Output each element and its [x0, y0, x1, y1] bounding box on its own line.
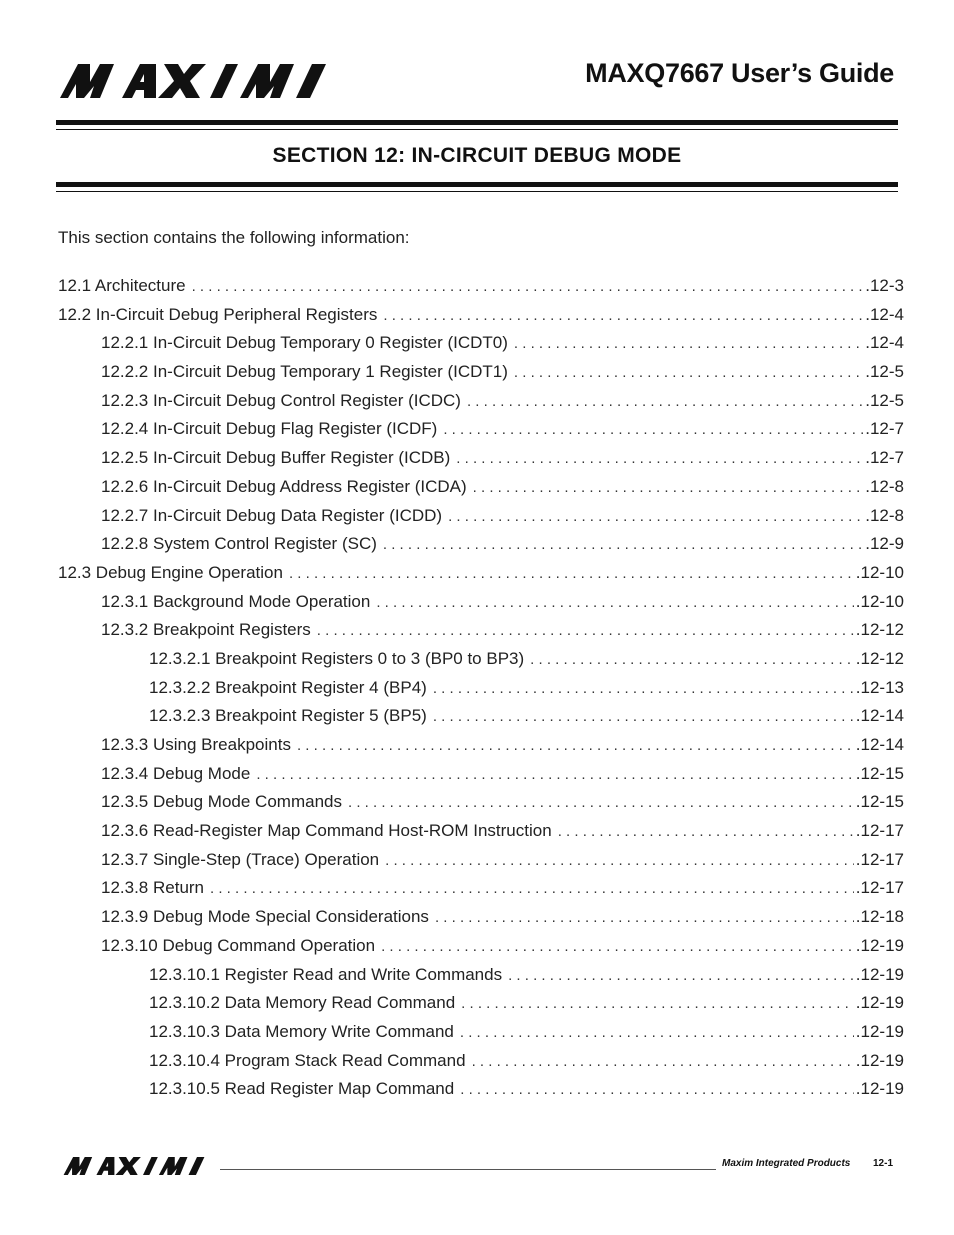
toc-entry-label: 12.3.10 Debug Command Operation: [101, 935, 376, 955]
toc-entry-label: 12.3.8 Return: [101, 878, 205, 898]
toc-entry-label: 12.3.7 Single-Step (Trace) Operation: [101, 849, 380, 869]
toc-dot-leader: [348, 789, 854, 818]
toc-dot-leader: [530, 646, 854, 675]
toc-entry[interactable]: [58, 674, 904, 703]
toc-dot-leader: [289, 560, 854, 589]
toc-dot-leader: [210, 875, 854, 904]
toc-dot-leader: [443, 416, 863, 445]
toc-entry[interactable]: [58, 272, 904, 301]
toc-dot-leader: [467, 388, 863, 417]
toc-entry-label: 12.3.10.1 Register Read and Write Commands: [149, 964, 503, 984]
toc-dot-leader: [297, 732, 854, 761]
toc-entry-page: .12-17: [855, 849, 904, 869]
toc-entry[interactable]: [58, 329, 904, 358]
toc-dot-leader: [448, 503, 863, 532]
maxim-logo: [60, 64, 326, 98]
footer-maxim-logo: [60, 1157, 208, 1175]
toc-entry-page: .12-8: [865, 505, 904, 525]
footer-company: Maxim Integrated Products: [722, 1158, 851, 1169]
toc-dot-leader: [433, 703, 854, 732]
toc-entry[interactable]: [58, 387, 904, 416]
toc-entry[interactable]: [58, 616, 904, 645]
table-of-contents: [58, 272, 904, 1104]
toc-entry[interactable]: [58, 358, 904, 387]
toc-entry-label: 12.2.1 In-Circuit Debug Temporary 0 Register (ICDT0): [101, 333, 508, 353]
toc-entry-page: .12-4: [865, 304, 904, 324]
toc-entry-label: 12.3.10.2 Data Memory Read Command: [149, 993, 456, 1013]
toc-dot-leader: [192, 273, 864, 302]
toc-entry-page: .12-14: [855, 706, 904, 726]
toc-entry-page: .12-13: [855, 677, 904, 697]
toc-dot-leader: [472, 1048, 854, 1077]
toc-entry[interactable]: [58, 731, 904, 760]
toc-entry-label: 12.2.8 System Control Register (SC): [101, 534, 377, 554]
footer-page-number: 12-1: [873, 1158, 894, 1169]
toc-entry-page: .12-15: [855, 763, 904, 783]
toc-entry[interactable]: [58, 559, 904, 588]
toc-entry-page: .12-15: [855, 792, 904, 812]
toc-entry-page: .12-4: [865, 333, 904, 353]
toc-entry-page: .12-19: [855, 1079, 904, 1099]
toc-entry[interactable]: [58, 961, 904, 990]
toc-entry[interactable]: [58, 817, 904, 846]
toc-dot-leader: [558, 818, 854, 847]
toc-entry-page: .12-19: [855, 1021, 904, 1041]
toc-entry-label: 12.3 Debug Engine Operation: [58, 562, 283, 582]
toc-entry-page: .12-19: [855, 935, 904, 955]
toc-dot-leader: [514, 359, 863, 388]
toc-entry-page: .12-7: [865, 448, 904, 468]
toc-dot-leader: [385, 847, 854, 876]
toc-dot-leader: [381, 933, 854, 962]
toc-entry-page: .12-12: [855, 648, 904, 668]
toc-entry-label: 12.2.7 In-Circuit Debug Data Register (ICDD): [101, 505, 443, 525]
toc-dot-leader: [433, 675, 854, 704]
toc-entry[interactable]: [58, 1075, 904, 1104]
toc-dot-leader: [456, 445, 863, 474]
toc-entry-label: 12.3.3 Using Breakpoints: [101, 735, 291, 754]
document-title: MAXQ7667 User’s Guide: [585, 58, 894, 88]
toc-entry-label: 12.2.5 In-Circuit Debug Buffer Register (ICDB): [101, 448, 451, 468]
toc-dot-leader: [435, 904, 854, 933]
toc-entry[interactable]: [58, 760, 904, 789]
toc-entry-label: 12.3.2.1 Breakpoint Registers 0 to 3 (BP0 to BP3): [149, 648, 525, 668]
toc-entry-label: 12.3.10.5 Read Register Map Command: [149, 1079, 455, 1099]
toc-entry[interactable]: [58, 502, 904, 531]
toc-dot-leader: [508, 962, 854, 991]
toc-entry-label: 12.2.2 In-Circuit Debug Temporary 1 Register (ICDT1): [101, 362, 508, 382]
toc-entry-page: .12-19: [855, 1050, 904, 1070]
toc-entry[interactable]: [58, 846, 904, 875]
toc-entry[interactable]: [58, 530, 904, 559]
toc-entry[interactable]: [58, 903, 904, 932]
toc-entry-label: 12.3.2.3 Breakpoint Register 5 (BP5): [149, 706, 427, 726]
toc-entry-label: 12.3.10.3 Data Memory Write Command: [149, 1021, 454, 1041]
toc-entry[interactable]: [58, 1047, 904, 1076]
toc-entry[interactable]: [58, 989, 904, 1018]
toc-entry[interactable]: [58, 645, 904, 674]
toc-entry-page: .12-3: [865, 276, 904, 295]
toc-entry-label: 12.3.1 Background Mode Operation: [101, 591, 371, 611]
toc-dot-leader: [383, 302, 863, 331]
toc-entry-page: .12-5: [865, 362, 904, 382]
toc-entry-page: .12-5: [865, 390, 904, 410]
toc-entry[interactable]: [58, 874, 904, 903]
toc-entry[interactable]: [58, 444, 904, 473]
toc-entry-label: 12.3.4 Debug Mode: [101, 763, 251, 783]
toc-dot-leader: [460, 1076, 854, 1105]
toc-dot-leader: [473, 474, 864, 503]
section-rule-thin: [56, 191, 898, 192]
toc-entry[interactable]: [58, 702, 904, 731]
header-rule-thick: [56, 120, 898, 125]
toc-entry[interactable]: [58, 932, 904, 961]
toc-entry-page: .12-12: [855, 620, 904, 640]
toc-entry-label: 12.2.4 In-Circuit Debug Flag Register (ICDF): [101, 419, 438, 439]
toc-entry-label: 12.3.6 Read-Register Map Command Host-ROM Instruction: [101, 821, 552, 841]
section-title: SECTION 12: IN-CIRCUIT DEBUG MODE: [272, 144, 682, 167]
toc-entry[interactable]: [58, 1018, 904, 1047]
toc-dot-leader: [317, 617, 854, 646]
toc-entry-page: .12-8: [865, 476, 904, 496]
section-rule-thick: [56, 182, 898, 187]
toc-entry-page: .12-7: [865, 419, 904, 439]
toc-entry-page: .12-14: [855, 735, 904, 754]
toc-entry-page: .12-19: [855, 993, 904, 1013]
toc-entry-label: 12.3.5 Debug Mode Commands: [101, 792, 342, 812]
toc-entry-page: .12-17: [855, 821, 904, 841]
toc-entry-page: .12-10: [855, 591, 904, 611]
toc-dot-leader: [514, 330, 863, 359]
toc-entry-label: 12.2.6 In-Circuit Debug Address Register (ICDA): [101, 476, 467, 496]
toc-entry-label: 12.1 Architecture: [58, 276, 186, 295]
toc-entry-page: .12-18: [855, 907, 904, 927]
toc-entry[interactable]: [58, 415, 904, 444]
toc-dot-leader: [461, 990, 854, 1019]
toc-entry-page: .12-9: [865, 534, 904, 554]
toc-entry-page: .12-17: [855, 878, 904, 898]
toc-entry[interactable]: [58, 301, 904, 330]
toc-entry[interactable]: [58, 473, 904, 502]
toc-dot-leader: [256, 761, 853, 790]
toc-entry-page: .12-19: [855, 964, 904, 984]
toc-dot-leader: [376, 589, 853, 618]
toc-entry-label: 12.3.10.4 Program Stack Read Command: [149, 1050, 466, 1070]
toc-entry[interactable]: [58, 588, 904, 617]
toc-entry-page: .12-10: [855, 562, 904, 582]
toc-dot-leader: [460, 1019, 854, 1048]
toc-entry-label: 12.3.9 Debug Mode Special Considerations: [101, 907, 429, 927]
header-rule-thin: [56, 129, 898, 130]
toc-entry-label: 12.2 In-Circuit Debug Peripheral Registers: [58, 304, 378, 324]
toc-entry-label: 12.2.3 In-Circuit Debug Control Register (ICDC): [101, 390, 461, 410]
toc-entry-label: 12.3.2.2 Breakpoint Register 4 (BP4): [149, 677, 427, 697]
footer-rule: [220, 1169, 716, 1170]
toc-entry-label: 12.3.2 Breakpoint Registers: [101, 620, 311, 640]
toc-dot-leader: [383, 531, 863, 560]
toc-entry[interactable]: [58, 788, 904, 817]
intro-text: This section contains the following information:: [58, 228, 410, 247]
